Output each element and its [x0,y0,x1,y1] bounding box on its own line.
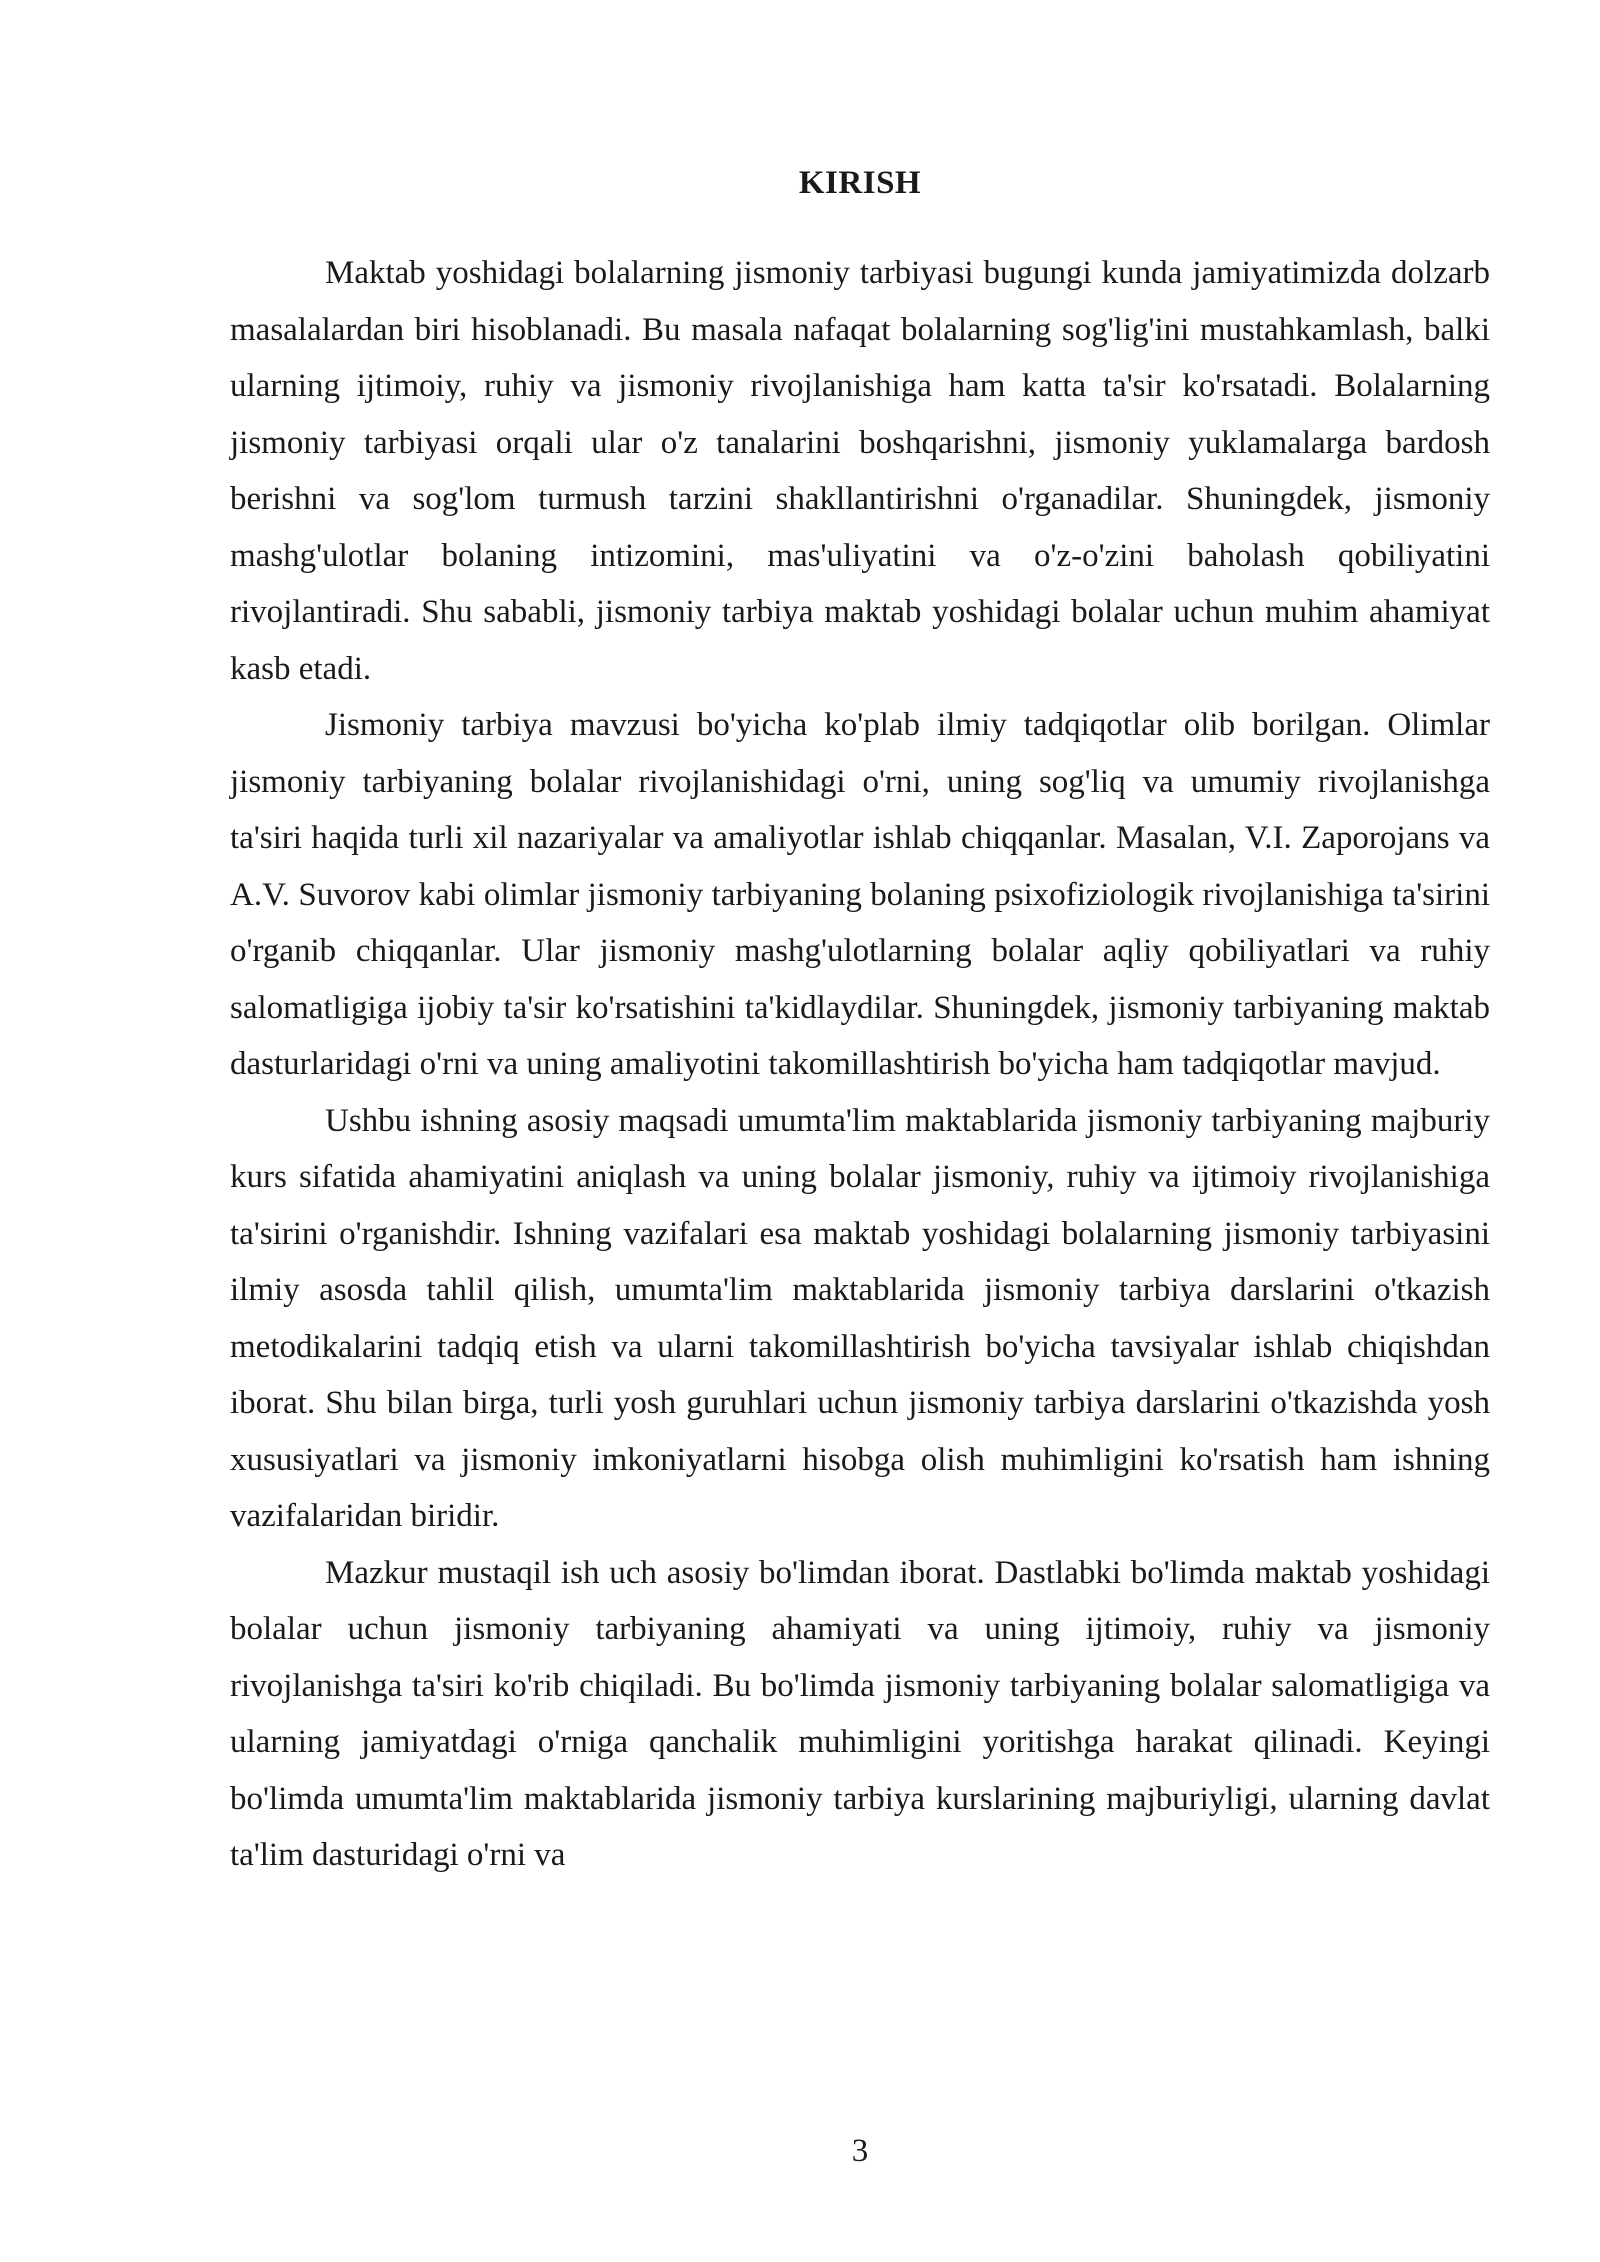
paragraph: Ushbu ishning asosiy maqsadi umumta'lim maktablarida jismoniy tarbiyaning majburiy kurs sifatida ahamiyatini aniqlash va uning bolalar jismoniy, ruhiy va ijtimoiy rivojlanishiga ta'sirini o'rganishdir. Ishning vazifalari esa maktab yoshidagi bolalarning jismoniy tarbiyasini ilmiy asosda tahlil qilish, umumta'lim maktablarida jismoniy tarbiya darslarini o'tkazish metodikalarini tadqiq etish va ularni takomillashtirish bo'yicha tavsiyalar ishlab chiqishdan iborat. Shu bilan birga, turli yosh guruhlari uchun jismoniy tarbiya darslarini o'tkazishda yosh xususiyatlari va jismoniy imkoniyatlarni hisobga olish muhimligini ko'rsatish ham ishning vazifalaridan biridir. [230,1102,1490,1534]
paragraph: Maktab yoshidagi bolalarning jismoniy tarbiyasi bugungi kunda jamiyatimizda dolzarb masalalardan biri hisoblanadi. Bu masala nafaqat bolalarning sog'lig'ini mustahkamlash, balki ularning ijtimoiy, ruhiy va jismoniy rivojlanishiga ham katta ta'sir ko'rsatadi. Bolalarning jismoniy tarbiyasi orqali ular o'z tanalarini boshqarishni, jismoniy yuklamalarga bardosh berishni va sog'lom turmush tarzini shakllantirishni o'rganadilar. Shuningdek, jismoniy mashg'ulotlar bolaning intizomini, mas'uliyatini va o'z-o'zini baholash qobiliyatini rivojlantiradi. Shu sababli, jismoniy tarbiya maktab yoshidagi bolalar uchun muhim ahamiyat kasb etadi. [230,255,1490,687]
paragraph: Jismoniy tarbiya mavzusi bo'yicha ko'plab ilmiy tadqiqotlar olib borilgan. Olimlar jismoniy tarbiyaning bolalar rivojlanishidagi o'rni, uning sog'liq va umumiy rivojlanishga ta'siri haqida turli xil nazariyalar va amaliyotlar ishlab chiqqanlar. Masalan, V.I. Zaporojans va A.V. Suvorov kabi olimlar jismoniy tarbiyaning bolaning psixofiziologik rivojlanishiga ta'sirini o'rganib chiqqanlar. Ular jismoniy mashg'ulotlarning bolalar aqliy qobiliyatlari va ruhiy salomatligiga ijobiy ta'sir ko'rsatishini ta'kidlaydilar. Shuningdek, jismoniy tarbiyaning maktab dasturlaridagi o'rni va uning amaliyotini takomillashtirish bo'yicha ham tadqiqotlar mavjud. [230,707,1490,1082]
section-title: KIRISH [798,165,922,201]
paragraph: Mazkur mustaqil ish uch asosiy bo'limdan iborat. Dastlabki bo'limda maktab yoshidagi bolalar uchun jismoniy tarbiyaning ahamiyati va uning ijtimoiy, ruhiy va jismoniy rivojlanishga ta'siri ko'rib chiqiladi. Bu bo'limda jismoniy tarbiyaning bolalar salomatligiga va ularning jamiyatdagi o'rniga qanchalik muhimligini yoritishga harakat qilinadi. Keyingi bo'limda umumta'lim maktablarida jismoniy tarbiya kurslarining majburiyligi, ularning davlat ta'lim dasturidagi o'rni va [230,1554,1490,1873]
page-number: 3 [851,2133,869,2169]
body-text [230,245,1490,1884]
